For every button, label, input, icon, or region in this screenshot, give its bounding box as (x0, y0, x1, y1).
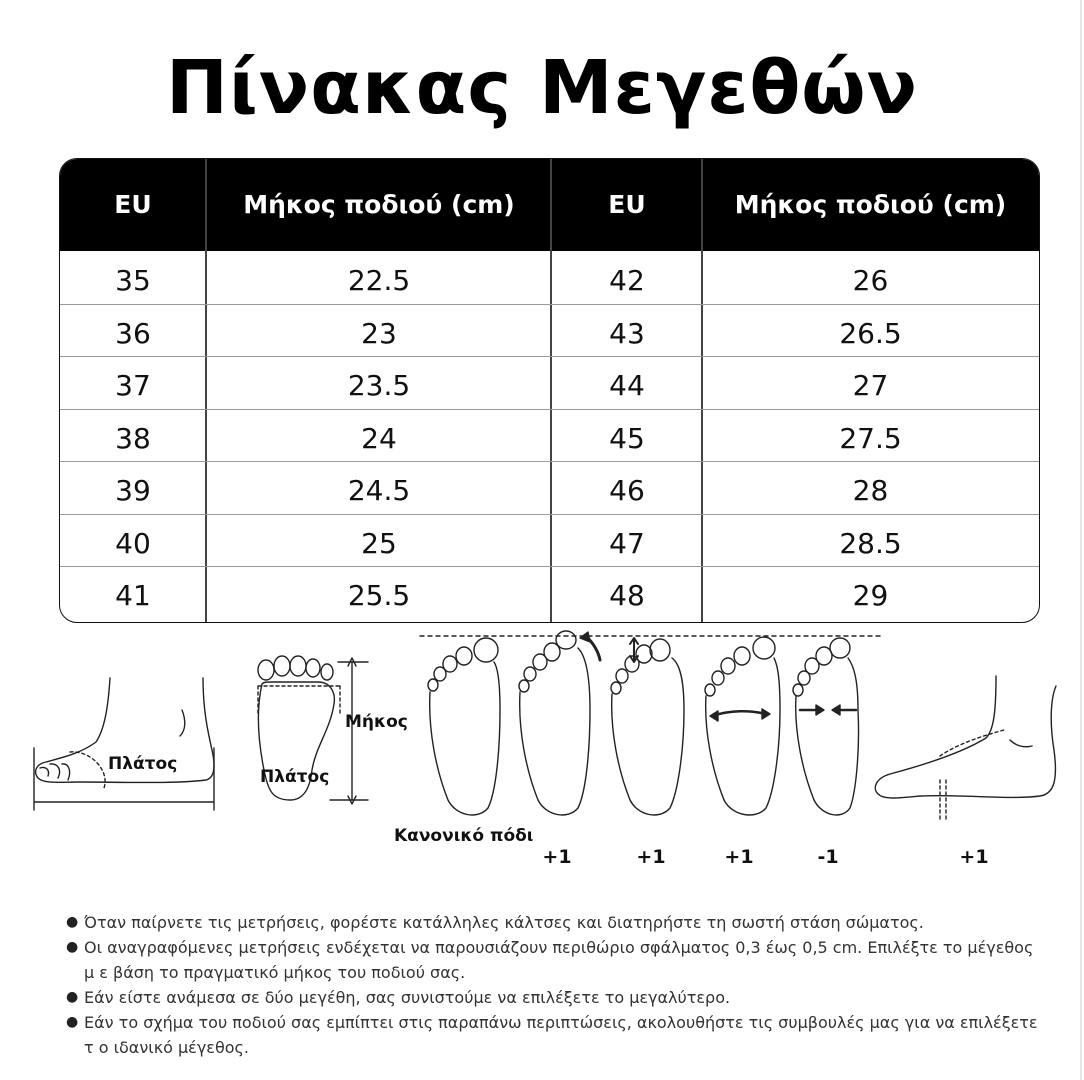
eu-size-cell: 35 (115, 264, 151, 297)
foot-length-cell: 27.5 (839, 421, 902, 455)
side-width-label: Πλάτος (108, 754, 178, 774)
note-item (66, 910, 1046, 935)
page-title: Πίνακας Μεγεθών (165, 45, 919, 131)
eu-size-cell: 37 (115, 369, 151, 402)
tall-toe-foot-icon (611, 638, 684, 815)
bullet-icon: ● (66, 939, 79, 955)
note-text: Εάν το σχήμα του ποδιού σας εμπίπτει στις παραπάνω περιπτώσεις, ακολουθήστε τις συμβουλές μας για να επιλέξετε τ ο ιδανικό μέγεθος. (84, 1013, 1038, 1057)
sole-width-label: Πλάτος (260, 767, 330, 787)
bullet-icon: ● (66, 989, 79, 1005)
bullet-icon: ● (66, 1014, 79, 1030)
normal-foot-icon (428, 638, 500, 815)
header-length-right: Μήκος ποδιού (cm) (734, 190, 1007, 219)
foot-length-cell: 28 (852, 474, 889, 507)
foot-length-cell: 26.5 (839, 316, 902, 350)
wide-foot-icon (705, 637, 780, 815)
eu-size-cell: 36 (115, 316, 151, 350)
foot-shape-figures (0, 630, 1084, 880)
narrow-foot-icon (793, 638, 859, 815)
high-instep-adjustment: +1 (959, 846, 989, 868)
eu-size-cell: 46 (609, 474, 645, 507)
foot-length-cell: 25 (361, 526, 397, 560)
normal-foot-label: Κανονικό πόδι (394, 826, 534, 846)
foot-length-cell: 26 (852, 264, 889, 297)
foot-length-cell: 22.5 (347, 264, 411, 297)
header-eu-right: EU (608, 190, 646, 219)
greek-foot-icon (519, 631, 600, 815)
narrow-foot-adjustment: -1 (817, 846, 839, 868)
sole-length-label: Μήκος (345, 712, 408, 732)
foot-length-cell: 23.5 (347, 369, 411, 402)
note-text: Εάν είστε ανάμεσα σε δύο μεγέθη, σας συνιστούμε να επιλέξετε το μεγαλύτερο. (84, 988, 731, 1007)
foot-length-cell: 27 (852, 369, 889, 402)
note-item (66, 935, 1046, 985)
foot-length-cell: 28.5 (839, 526, 902, 560)
eu-size-cell: 43 (609, 316, 645, 350)
eu-size-cell: 39 (115, 474, 151, 507)
eu-size-cell: 45 (609, 421, 645, 455)
header-length-left: Μήκος ποδιού (cm) (243, 190, 515, 219)
foot-length-cell: 25.5 (347, 579, 411, 612)
eu-size-cell: 42 (609, 264, 645, 297)
side-foot-icon (34, 678, 214, 810)
eu-size-cell: 41 (115, 579, 151, 612)
high-instep-foot-icon (875, 676, 1056, 820)
note-item (66, 985, 1046, 1010)
greek-foot-adjustment: +1 (542, 846, 572, 868)
bullet-icon: ● (66, 914, 79, 930)
note-item (66, 1010, 1046, 1060)
notes-list (66, 910, 1046, 1060)
eu-size-cell: 38 (115, 421, 151, 455)
tall-toe-adjustment: +1 (636, 846, 666, 868)
foot-length-cell: 29 (852, 579, 889, 612)
foot-length-cell: 23 (361, 316, 397, 350)
note-text: Όταν παίρνετε τις μετρήσεις, φορέστε κατάλληλες κάλτσες και διατηρήστε τη σωστή στάση σώματος. (84, 913, 924, 932)
size-table (59, 158, 1040, 623)
eu-size-cell: 47 (609, 526, 645, 560)
eu-size-cell: 40 (115, 526, 151, 560)
eu-size-cell: 44 (609, 369, 645, 402)
header-eu-left: EU (114, 190, 152, 219)
eu-size-cell: 48 (609, 579, 645, 612)
foot-length-cell: 24.5 (347, 474, 411, 507)
foot-length-cell: 24 (361, 421, 397, 455)
page-edge-rule (1080, 0, 1082, 1080)
wide-foot-adjustment: +1 (724, 846, 754, 868)
note-text: Οι αναγραφόμενες μετρήσεις ενδέχεται να παρουσιάζουν περιθώριο σφάλματος 0,3 έως 0,5 cm. Επιλέξτε το μέγεθος μ ε βάση το πραγματικό μήκος του ποδιού σας. (84, 938, 1034, 982)
